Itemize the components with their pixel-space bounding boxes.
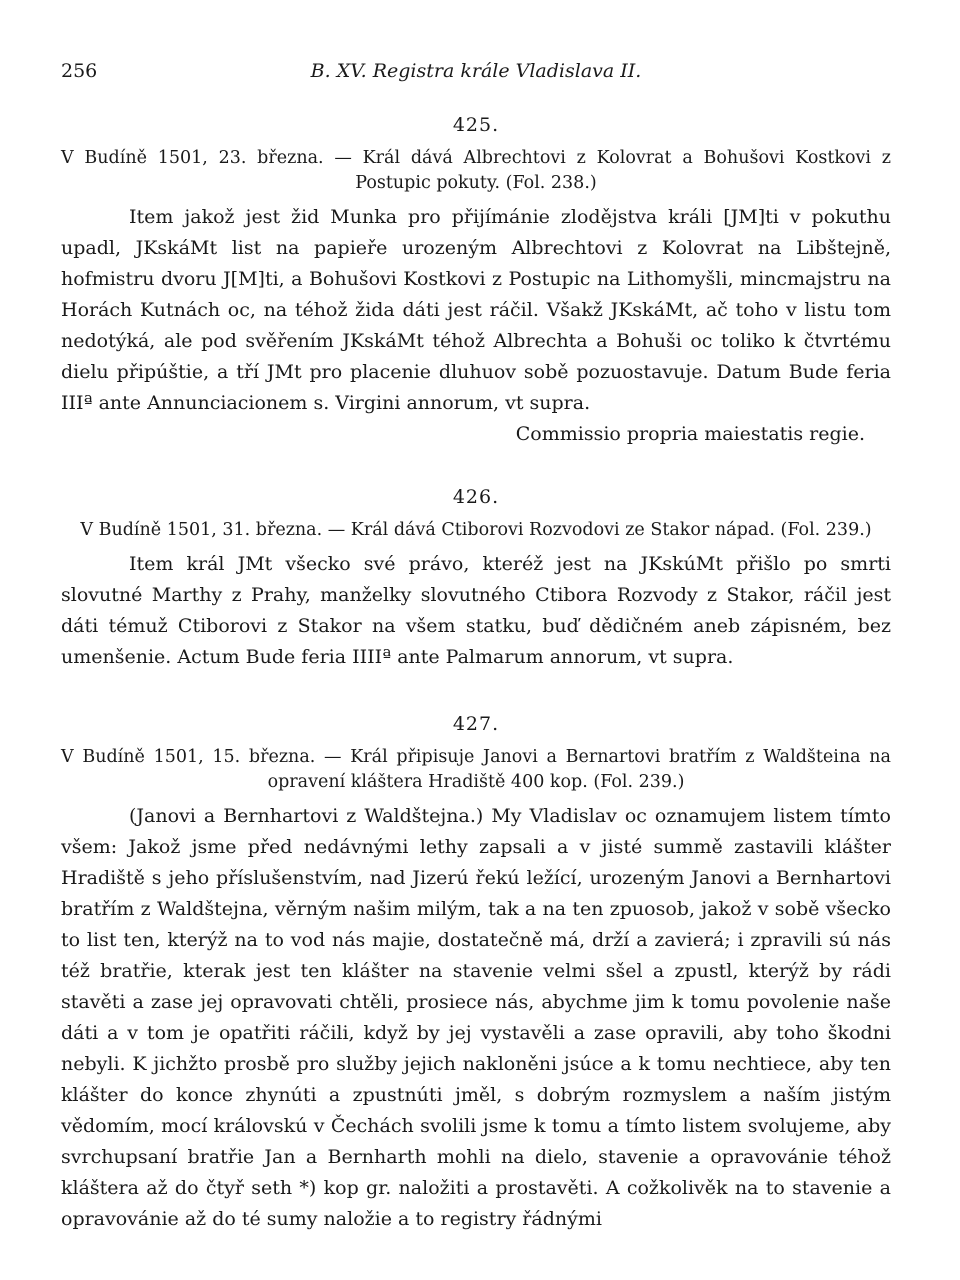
entry-425	[61, 114, 891, 450]
entry-regest: V Budíně 1501, 15. března. — Král připisuje Janovi a Bernartovi bratřím z Waldšteina na opravení kláštera Hradiště 400 kop. (Fol. 239.)	[61, 747, 891, 792]
entry-number: 425.	[452, 114, 500, 136]
entry-signature: Commissio propria maiestatis regie.	[515, 423, 865, 445]
entry-regest: V Budíně 1501, 23. března. — Král dává Albrechtovi z Kolovrat a Bohušovi Kostkovi z Postupic pokuty. (Fol. 238.)	[61, 148, 891, 193]
entry-number: 426.	[452, 486, 500, 508]
entry-number: 427.	[452, 713, 500, 735]
entry-regest: V Budíně 1501, 31. března. — Král dává Ctiborovi Rozvodovi ze Stakor nápad. (Fol. 239.)	[80, 520, 872, 540]
entry-text: Item král JMt všecko své právo, kteréž jest na JKskúMt přišlo po smrti slovutné Marthy z Prahy, manželky slovutného Ctibora Rozvody z Stakor, ráčil jest dáti témuž Ctiborovi z Stakor na všem statku, buď dědičném aneb zápisném, bez umenšenie. Actum Bude feria IIIIª ante Palmarum annorum, vt supra.	[61, 553, 891, 668]
running-head	[61, 60, 891, 90]
entry-text: Item jakož jest žid Munka pro přijímánie zlodějstva králi [JM]ti v pokuthu upadl, JKskáMt list na papieře urozeným Albrechtovi z Kolovrat na Libštejně, hofmistru dvoru J[M]ti, a Bohušovi Kostkovi z Postupic na Lithomyšli, mincmajstru na Horách Kutnách oc, na téhož žida dáti jest ráčil. Všakž JKskáMt, ač toho v listu tom nedotýká, ale pod svěřením JKskáMt téhož Albrechta a Bohuši oc toliko k čtvrtému dielu připúštie, a tří JMt pro placenie dluhuov sobě pozuostavuje. Datum Bude feria IIIª ante Annunciacionem s. Virgini annorum, vt supra.	[61, 206, 891, 414]
entry-text: (Janovi a Bernhartovi z Waldštejna.) My Vladislav oc oznamujem listem tímto všem: Jakož jsme před nedávnými lethy zapsali a v jisté summě zastavili klášter Hradiště s jeho příslušenstvím, nad Jizerú řekú ležící, urozeným Janovi a Bernhartovi bratřím z Waldštejna, věrným našim milým, tak a na ten zpuosob, jakož v sobě všecko to list ten, kterýž na to vod nás majie, dostatečně má, drží a zavierá; i zpravili sú nás též bratřie, kterak jest ten klášter na stavenie velmi sšel a zpustl, kterýž by rádi stavěti a zase jej opravovati chtěli, prosiece nás, abychme jim k tomu povolenie naše dáti a v tom je opatřiti ráčili, když by jej vystavěli a zase opravili, aby toho škodni nebyli. K jichžto prosbě pro služby jejich nakloněni jsúce a k tomu nechtiece, aby ten klášter do konce zhynúti a zpustnúti jměl, s dobrým rozmyslem a naším jistým vědomím, mocí královskú v Čechách svolili jsme k tomu a tímto listem svolujeme, aby svrchupsaní bratřie Jan a Bernharth mohli na dielo, stavenie a opravovánie téhož kláštera až do čtyř seth *) kop gr. naložiti a prostavěti. A cožkolivěk na to stavenie a opravovánie až do té sumy naložie a to registry řádnými	[61, 805, 891, 1230]
page-number: 256	[61, 60, 98, 82]
entry-427	[61, 713, 891, 1235]
document-page	[61, 60, 891, 1235]
running-title: B. XV. Registra krále Vladislava II.	[310, 60, 642, 82]
entry-426	[61, 486, 891, 673]
